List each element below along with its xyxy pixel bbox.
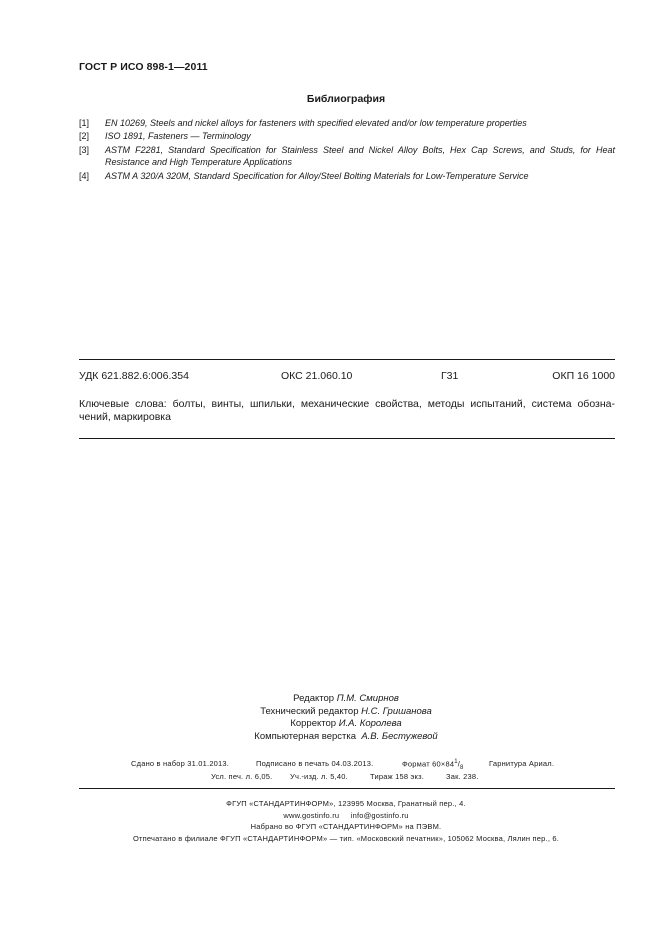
imprint-signed: Подписано в печать 04.03.2013. <box>256 759 374 768</box>
imprint-pub-sheets: Уч.-изд. л. 5,40. <box>290 772 348 781</box>
staff-corrector <box>0 718 661 731</box>
publisher-email[interactable]: info@gostinfo.ru <box>350 810 409 820</box>
staff-editor <box>0 693 661 706</box>
reference-item <box>79 144 615 168</box>
reference-item <box>79 117 615 129</box>
divider-bottom <box>79 438 615 439</box>
tech-editor-label: Технический редактор <box>260 705 359 717</box>
oks-code: ОКС 21.060.10 <box>281 370 353 382</box>
reference-text: ASTM F2281, Standard Specification for Stainless Steel and Nickel Alloy Bolts, Hex Cap Screws, and Studs, for Heat Resistance and High Temperature Applications <box>105 145 615 167</box>
okp-code: ОКП 16 1000 <box>552 370 615 382</box>
publisher-contacts <box>0 810 661 822</box>
publisher-printed: Отпечатано в филиале ФГУП «СТАНДАРТИНФОРМ» — тип. «Московский печатник», 105062 Москва, Лялин пер., 6. <box>132 833 560 843</box>
reference-text: ASTM A 320/A 320M, Standard Specification for Alloy/Steel Bolting Materials for Low-Temperature Service <box>105 171 529 181</box>
imprint-format: Формат $60\times 84^1/_8$ <box>402 759 464 771</box>
imprint-run: Тираж 158 экз. <box>370 772 424 781</box>
tech-editor-name: Н.С. Гришанова <box>361 705 432 717</box>
divider-imprint <box>79 788 615 789</box>
format-numerator: 1 <box>454 759 458 765</box>
reference-number: [1] <box>79 118 90 128</box>
reference-item <box>79 170 615 182</box>
publisher-address: ФГУП «СТАНДАРТИНФОРМ», 123995 Москва, Гранатный пер., 4. <box>226 799 466 808</box>
editor-name: П.М. Смирнов <box>336 693 399 704</box>
udk-code: УДК 621.882.6:006.354 <box>79 370 189 382</box>
layout-name: А.В. Бестужевой <box>361 730 438 742</box>
publisher-web[interactable]: www.gostinfo.ru <box>283 810 340 820</box>
imprint-typeface: Гарнитура Ариал. <box>489 759 555 768</box>
reference-number: [4] <box>79 171 90 181</box>
format-denominator: 8 <box>460 765 464 771</box>
reference-number: [3] <box>79 145 90 155</box>
staff-tech-editor <box>0 706 661 719</box>
keywords: Ключевые слова: болты, винты, шпильки, механические свойства, методы испытаний, система обозна-чений, маркировка <box>79 398 615 423</box>
format-prefix: Формат 60×84 <box>402 759 455 769</box>
editor-label: Редактор <box>293 693 335 704</box>
imprint-order: Зак. 238. <box>446 772 479 781</box>
staff-layout <box>0 731 661 744</box>
reference-item <box>79 130 615 142</box>
group-code: Г31 <box>441 370 459 382</box>
reference-text: EN 10269, Steels and nickel alloys for fasteners with specified elevated and/or low temperature properties <box>105 118 527 128</box>
imprint-sent: Сдано в набор 31.01.2013. <box>131 759 230 768</box>
reference-number: [2] <box>79 131 90 141</box>
corrector-name: И.А. Королева <box>338 718 402 729</box>
document-code: ГОСТ Р ИСО 898-1—2011 <box>79 61 208 73</box>
reference-text: ISO 1891, Fasteners — Terminology <box>105 131 251 141</box>
bibliography-title: Библиография <box>306 93 386 105</box>
layout-label: Компьютерная верстка <box>254 730 357 742</box>
imprint-sheets: Усл. печ. л. 6,05. <box>211 772 273 781</box>
publisher-typeset: Набрано во ФГУП «СТАНДАРТИНФОРМ» на ПЭВМ. <box>250 822 442 831</box>
divider-top <box>79 359 615 360</box>
corrector-label: Корректор <box>290 718 337 729</box>
